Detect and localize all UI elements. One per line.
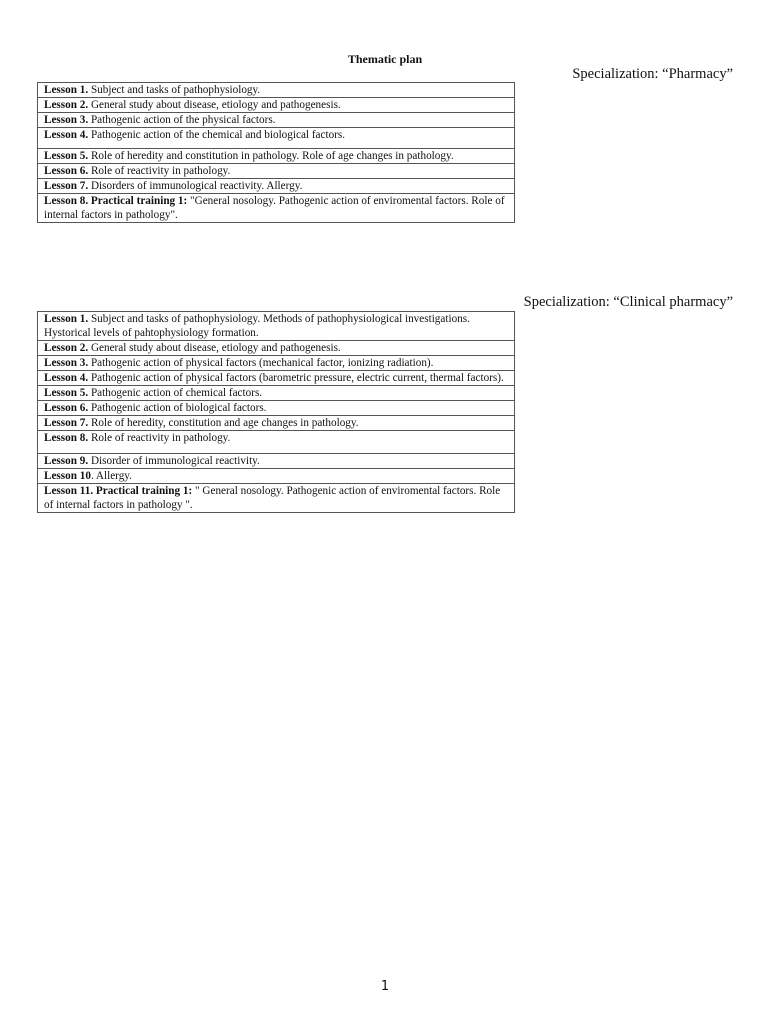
table-row [38,454,515,469]
specialization-pharmacy: Specialization: “Pharmacy” [572,66,733,82]
lesson-text: Pathogenic action of physical factors (barometric pressure, electric current, thermal factors). [88,372,504,384]
lesson-label: Lesson 3. [44,357,89,369]
table-row [38,98,515,113]
lesson-label: Lesson 2. [44,342,89,354]
lesson-label: Lesson 2. [44,99,89,111]
lesson-label: Lesson 5. [44,387,89,399]
table-row [38,164,515,179]
table-row [38,416,515,431]
page-title: Thematic plan [347,52,423,66]
lesson-text: General study about disease, etiology and pathogenesis. [88,342,341,354]
lesson-cell [38,194,515,223]
table-row [38,386,515,401]
lesson-text: Role of reactivity in pathology. [88,165,231,177]
lessons-table-clinical-pharmacy [37,311,515,513]
lesson-cell [38,149,515,164]
table-row [38,341,515,356]
table-row [38,149,515,164]
lesson-cell [38,83,515,98]
lesson-cell [38,179,515,194]
table-row [38,484,515,513]
lesson-label: Lesson 8. [44,432,89,444]
lesson-text: Subject and tasks of pathophysiology. [88,84,261,96]
lesson-text: . Allergy. [90,470,132,482]
lesson-label: Lesson 4. [44,129,89,141]
table-row [38,128,515,149]
lesson-text: Pathogenic action of the chemical and biological factors. [88,129,346,141]
lesson-label: Lesson 6. [44,402,89,414]
lesson-text: General study about disease, etiology and pathogenesis. [88,99,341,111]
lesson-text: Pathogenic action of the physical factors. [88,114,276,126]
lesson-label: Lesson 5. [44,150,89,162]
lesson-text: Subject and tasks of pathophysiology. Methods of pathophysiological investigations. Hystorical levels of pahtophysiology formation. [44,313,470,339]
lesson-label: Lesson 3. [44,114,89,126]
lesson-text: Role of heredity and constitution in pathology. Role of age changes in pathology. [88,150,454,162]
lesson-cell [38,371,515,386]
lesson-label: Lesson 7. [44,417,89,429]
table-row [38,431,515,454]
lesson-cell [38,356,515,371]
table-row [38,194,515,223]
lesson-text: Disorders of immunological reactivity. Allergy. [88,180,303,192]
lesson-label: Lesson 11. Practical training 1: [44,485,193,497]
lesson-label: Lesson 1. [44,84,89,96]
table-row [38,113,515,128]
lesson-text: "General nosology. Pathogenic action of enviromental factors. Role of internal factors in pathology". [44,195,505,221]
lesson-cell [38,431,515,454]
table-row [38,371,515,386]
table-row [38,356,515,371]
lesson-text: Disorder of immunological reactivity. [88,455,260,467]
lesson-label: Lesson 4. [44,372,89,384]
lesson-cell [38,386,515,401]
lesson-label: Lesson 6. [44,165,89,177]
lesson-text: Role of heredity, constitution and age changes in pathology. [88,417,359,429]
lesson-label: Lesson 1. [44,313,89,325]
lesson-text: Pathogenic action of biological factors. [88,402,267,414]
lesson-label: Lesson 7. [44,180,89,192]
table-row [38,312,515,341]
lesson-cell [38,341,515,356]
table-row [38,401,515,416]
lesson-cell [38,164,515,179]
lesson-text: Role of reactivity in pathology. [88,432,231,444]
table-row [38,179,515,194]
lesson-text: Pathogenic action of chemical factors. [88,387,263,399]
table-row [38,83,515,98]
lesson-cell [38,128,515,149]
specialization-clinical-pharmacy: Specialization: “Clinical pharmacy” [523,294,733,310]
lesson-cell [38,98,515,113]
lesson-cell [38,401,515,416]
lesson-text: Pathogenic action of physical factors (mechanical factor, ionizing radiation). [88,357,434,369]
page-number: 1 [380,979,390,994]
lesson-label: Lesson 10 [44,470,91,482]
lessons-table-pharmacy [37,82,515,223]
lesson-text: " General nosology. Pathogenic action of enviromental factors. Role of internal factors in pathology ". [44,485,501,511]
lesson-cell [38,484,515,513]
lesson-cell [38,416,515,431]
lesson-cell [38,469,515,484]
table-row [38,469,515,484]
lesson-cell [38,113,515,128]
lesson-cell [38,454,515,469]
lesson-cell [38,312,515,341]
lesson-label: Lesson 9. [44,455,89,467]
lesson-label: Lesson 8. Practical training 1: [44,195,188,207]
